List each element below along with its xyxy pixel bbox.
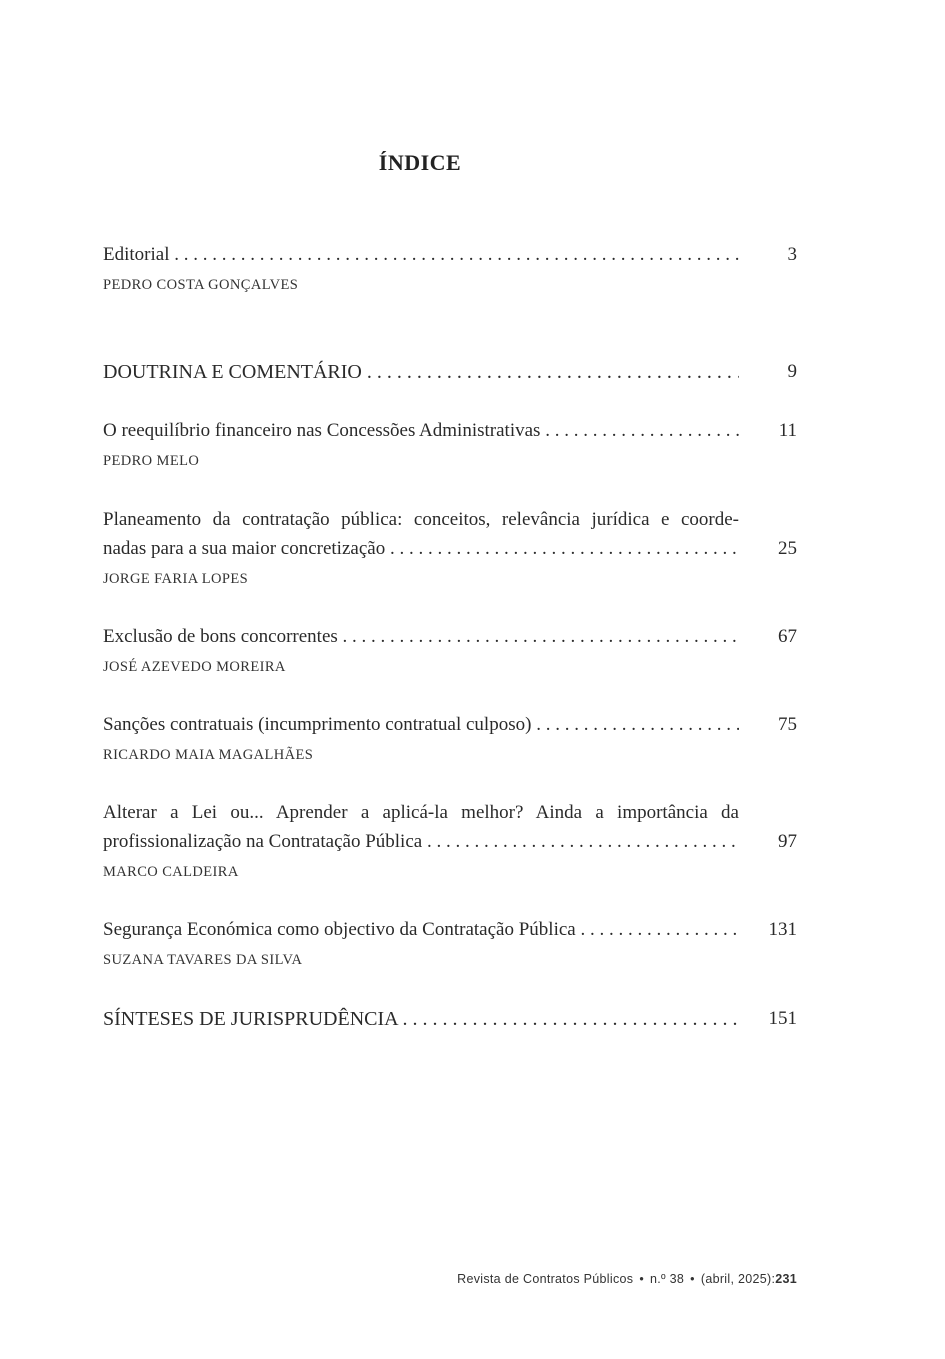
toc-page-number: 97 bbox=[778, 831, 797, 852]
toc-page-number: 131 bbox=[768, 919, 797, 940]
toc-entry-title-line1: Planeamento da contratação pública: conceitos, relevância jurídica e coorde- bbox=[103, 509, 739, 530]
footer-page-number: 231 bbox=[775, 1272, 797, 1286]
toc-section-title: DOUTRINA E COMENTÁRIO . . . bbox=[103, 357, 739, 387]
toc-page-number: 25 bbox=[778, 538, 797, 559]
toc-section-sinteses[interactable] bbox=[103, 1004, 797, 1034]
toc-entry-exclusao[interactable] bbox=[103, 622, 797, 652]
toc-entry-author: PEDRO MELO bbox=[103, 453, 200, 469]
toc-entry-editorial[interactable] bbox=[103, 240, 797, 270]
toc-section-title: SÍNTESES DE JURISPRUDÊNCIA . . . bbox=[103, 1004, 739, 1034]
toc-section-doutrina[interactable] bbox=[103, 357, 797, 387]
toc-entry-author: RICARDO MAIA MAGALHÃES bbox=[103, 747, 314, 763]
footer-issue: n.º 38 bbox=[650, 1272, 685, 1286]
toc-entry-author: PEDRO COSTA GONÇALVES bbox=[103, 277, 299, 293]
page-title: ÍNDICE bbox=[378, 150, 462, 175]
toc-page-number: 9 bbox=[787, 361, 797, 382]
toc-entry-alterar-lei[interactable] bbox=[103, 827, 797, 857]
toc-entry-title: Editorial . . . bbox=[103, 240, 739, 270]
toc-entry-title: Sanções contratuais (incumprimento contratual culposo) . . . bbox=[103, 710, 739, 740]
toc-page-number: 3 bbox=[787, 244, 797, 265]
toc-page-number: 151 bbox=[768, 1008, 797, 1029]
footer-bullet: • bbox=[690, 1272, 695, 1286]
toc-entry-reequilibrio[interactable] bbox=[103, 416, 797, 446]
toc-entry-title: profissionalização na Contratação Pública . . . bbox=[103, 827, 739, 857]
toc-entry-title: Exclusão de bons concorrentes . . . bbox=[103, 622, 739, 652]
toc-page-number: 75 bbox=[778, 714, 797, 735]
toc-entry-title: O reequilíbrio financeiro nas Concessões Administrativas . . . bbox=[103, 416, 739, 446]
toc-entry-title: Segurança Económica como objectivo da Contratação Pública . . . bbox=[103, 915, 739, 945]
toc-entry-planeamento[interactable] bbox=[103, 534, 797, 564]
toc-entry-author: SUZANA TAVARES DA SILVA bbox=[103, 952, 303, 968]
footer-bullet: • bbox=[639, 1272, 644, 1286]
page-footer bbox=[457, 1272, 797, 1286]
toc-entry-author: JORGE FARIA LOPES bbox=[103, 571, 249, 587]
toc-entry-title: nadas para a sua maior concretização . . . bbox=[103, 534, 739, 564]
toc-entry-author: JOSÉ AZEVEDO MOREIRA bbox=[103, 659, 286, 675]
toc-entry-author: MARCO CALDEIRA bbox=[103, 864, 239, 880]
toc-page-number: 11 bbox=[778, 420, 797, 441]
toc-entry-sancoes[interactable] bbox=[103, 710, 797, 740]
footer-journal: Revista de Contratos Públicos bbox=[457, 1272, 634, 1286]
footer-date: (abril, 2025): bbox=[700, 1272, 776, 1286]
toc-page-number: 67 bbox=[778, 626, 797, 647]
toc-entry-title-line1: Alterar a Lei ou... Aprender a aplicá-la melhor? Ainda a importância da bbox=[103, 802, 739, 823]
toc-entry-seguranca-economica[interactable] bbox=[103, 915, 797, 945]
